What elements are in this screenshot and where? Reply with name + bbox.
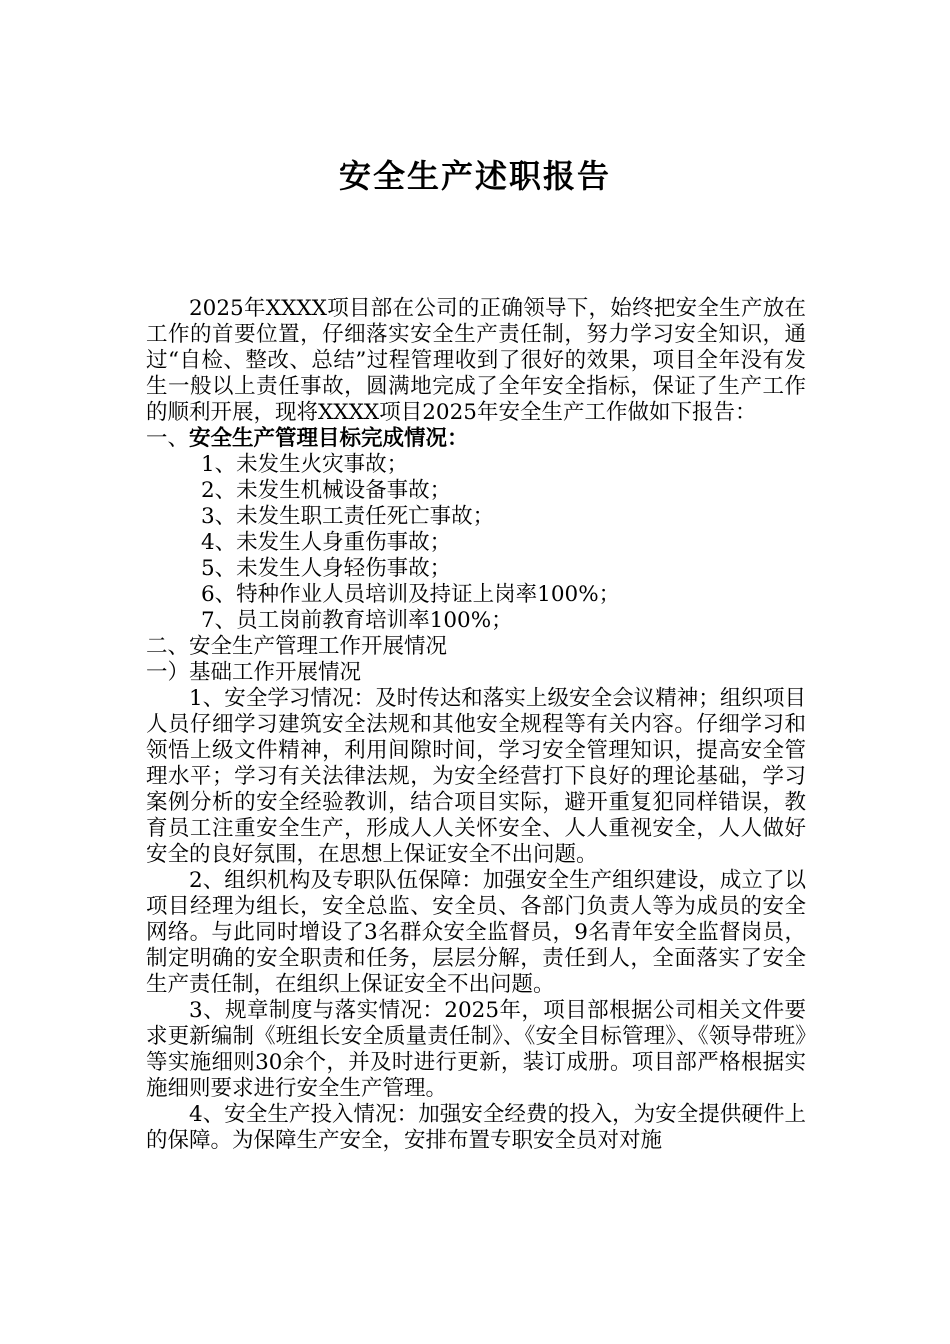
document-title: 安全生产述职报告 [338,157,611,195]
list-item: 2、未发生机械设备事故； [201,478,452,503]
section1-number: 一、 [146,426,190,451]
list-item: 7、员工岗前教育培训率100%； [201,608,513,633]
body-paragraph: 3、规章制度与落实情况：2025年，项目部根据公司相关文件要求更新编制《班组长安全质量责任制》、《安全目标管理》、《领导带班》等实施细则30余个，并及时进行更新，装订成册。项目部严格根据实施细则要求进行安全生产管理。 [146,998,806,1101]
section1-heading-text: 安全生产管理目标完成情况： [189,426,469,451]
body-paragraph: 4、安全生产投入情况：加强安全经费的投入，为安全提供硬件上的保障。为保障生产安全，安排布置专职安全员对对施 [146,1102,806,1153]
list-item: 6、特种作业人员培训及持证上岗率100%； [201,582,621,607]
list-item: 3、未发生职工责任死亡事故； [201,504,495,529]
list-item: 4、未发生人身重伤事故； [201,530,452,555]
list-item: 5、未发生人身轻伤事故； [201,556,452,581]
body-paragraph: 1、安全学习情况：及时传达和落实上级安全会议精神；组织项目人员仔细学习建筑安全法规和其他安全规程等有关内容。仔细学习和领悟上级文件精神，利用间隙时间，学习安全管理知识，提高安全管理水平；学习有关法律法规，为安全经营打下良好的理论基础，学习案例分析的安全经验教训，结合项目实际，避开重复犯同样错误，教育员工注重安全生产，形成人人关怀安全、人人重视安全，人人做好安全的良好氛围，在思想上保证安全不出问题。 [146,686,806,867]
section1-heading [146,426,806,452]
body-paragraph: 2、组织机构及专职队伍保障：加强安全生产组织建设，成立了以项目经理为组长，安全总监、安全员、各部门负责人等为成员的安全网络。与此同时增设了3名群众安全监督员，9名青年安全监督岗员，制定明确的安全职责和任务，层层分解，责任到人，全面落实了安全生产责任制，在组织上保证安全不出问题。 [146,868,806,997]
list-item: 1、未发生火灾事故； [201,452,409,477]
document-body [146,296,806,1154]
intro-paragraph: 2025年XXXX项目部在公司的正确领导下，始终把安全生产放在工作的首要位置，仔细落实安全生产责任制，努力学习安全知识，通过“自检、整改、总结”过程管理收到了很好的效果，项目全年没有发生一般以上责任事故，圆满地完成了全年安全指标，保证了生产工作的顺利开展，现将XXXX项目2025年安全生产工作做如下报告： [146,296,806,425]
section2-subheading: 一）基础工作开展情况 [146,660,362,685]
section2-heading: 二、安全生产管理工作开展情况 [146,634,448,659]
